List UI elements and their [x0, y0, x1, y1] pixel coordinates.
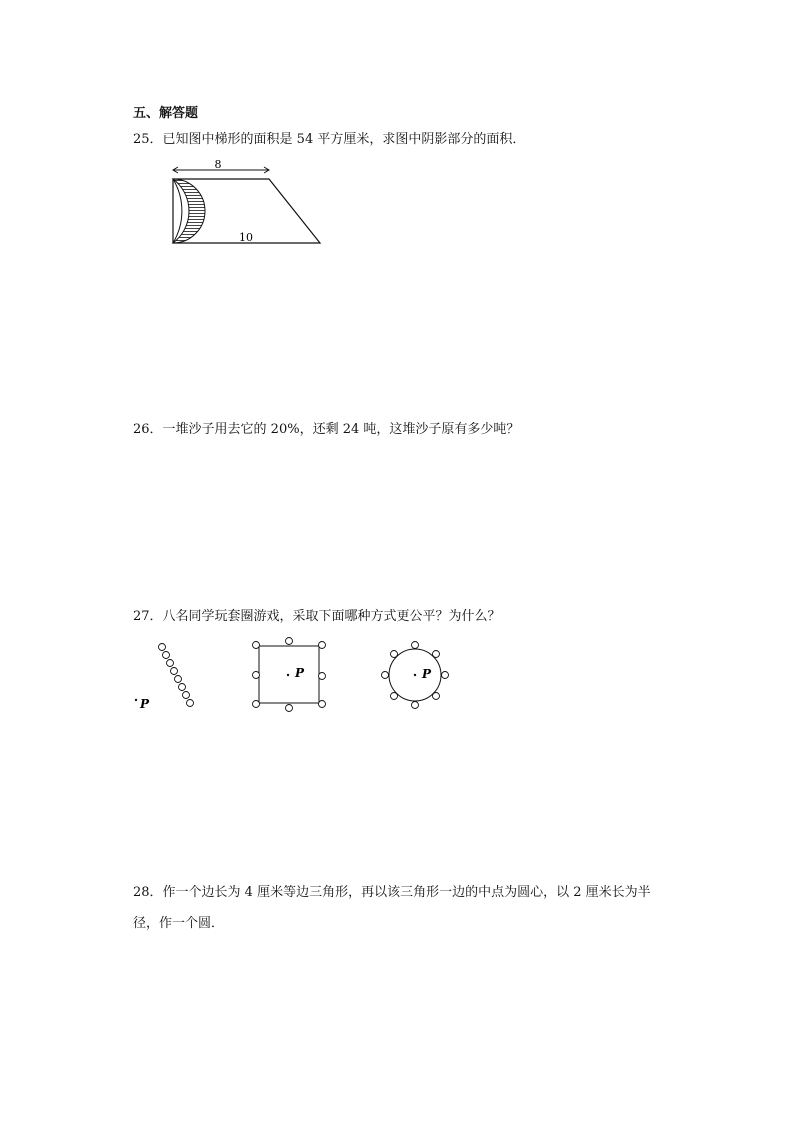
circle-p-label: P [422, 667, 432, 681]
student-mark [171, 668, 178, 675]
student-mark [175, 676, 182, 683]
trapezoid-figure [165, 158, 330, 250]
square-p-label: P [295, 666, 305, 680]
student-mark [442, 672, 449, 679]
student-mark [253, 701, 260, 708]
student-mark [319, 701, 326, 708]
point-p-label: P [140, 697, 150, 711]
question-26: 26．一堆沙子用去它的 20%，还剩 24 吨，这堆沙子原有多少吨？ [133, 422, 520, 437]
question-28: 28．作一个边长为 4 厘米等边三角形，再以该三角形一边的中点为圆心，以 2 厘米长为半径，作一个圆． [133, 885, 651, 931]
student-mark [319, 642, 326, 649]
student-mark [391, 693, 398, 700]
student-mark [286, 705, 293, 712]
student-mark [163, 652, 170, 659]
student-mark [382, 672, 389, 679]
student-mark [286, 638, 293, 645]
bottom-length-label: 10 [239, 231, 253, 244]
student-mark [179, 684, 186, 691]
student-mark [253, 642, 260, 649]
student-mark [253, 672, 260, 679]
question-25: 25．已知图中梯形的面积是 54 平方厘米，求图中阴影部分的面积． [133, 132, 526, 147]
student-mark [319, 673, 326, 680]
question-27: 27．八名同学玩套圈游戏，采取下面哪种方式更公平？为什么？ [133, 609, 501, 624]
line-arrangement [159, 644, 194, 707]
ring-toss-figure [130, 636, 460, 716]
student-mark [412, 702, 419, 709]
circle-center-dot [414, 674, 416, 676]
student-mark [183, 692, 190, 699]
student-mark [159, 644, 166, 651]
student-mark [187, 700, 194, 707]
top-length-label: 8 [214, 158, 222, 171]
student-mark [412, 642, 419, 649]
student-mark [433, 651, 440, 658]
student-mark [433, 693, 440, 700]
outer-arc [173, 179, 182, 243]
point-p-dot [135, 699, 137, 701]
section-title: 五、解答题 [133, 106, 199, 121]
square-center-dot [287, 674, 289, 676]
student-mark [167, 660, 174, 667]
student-mark [391, 651, 398, 658]
